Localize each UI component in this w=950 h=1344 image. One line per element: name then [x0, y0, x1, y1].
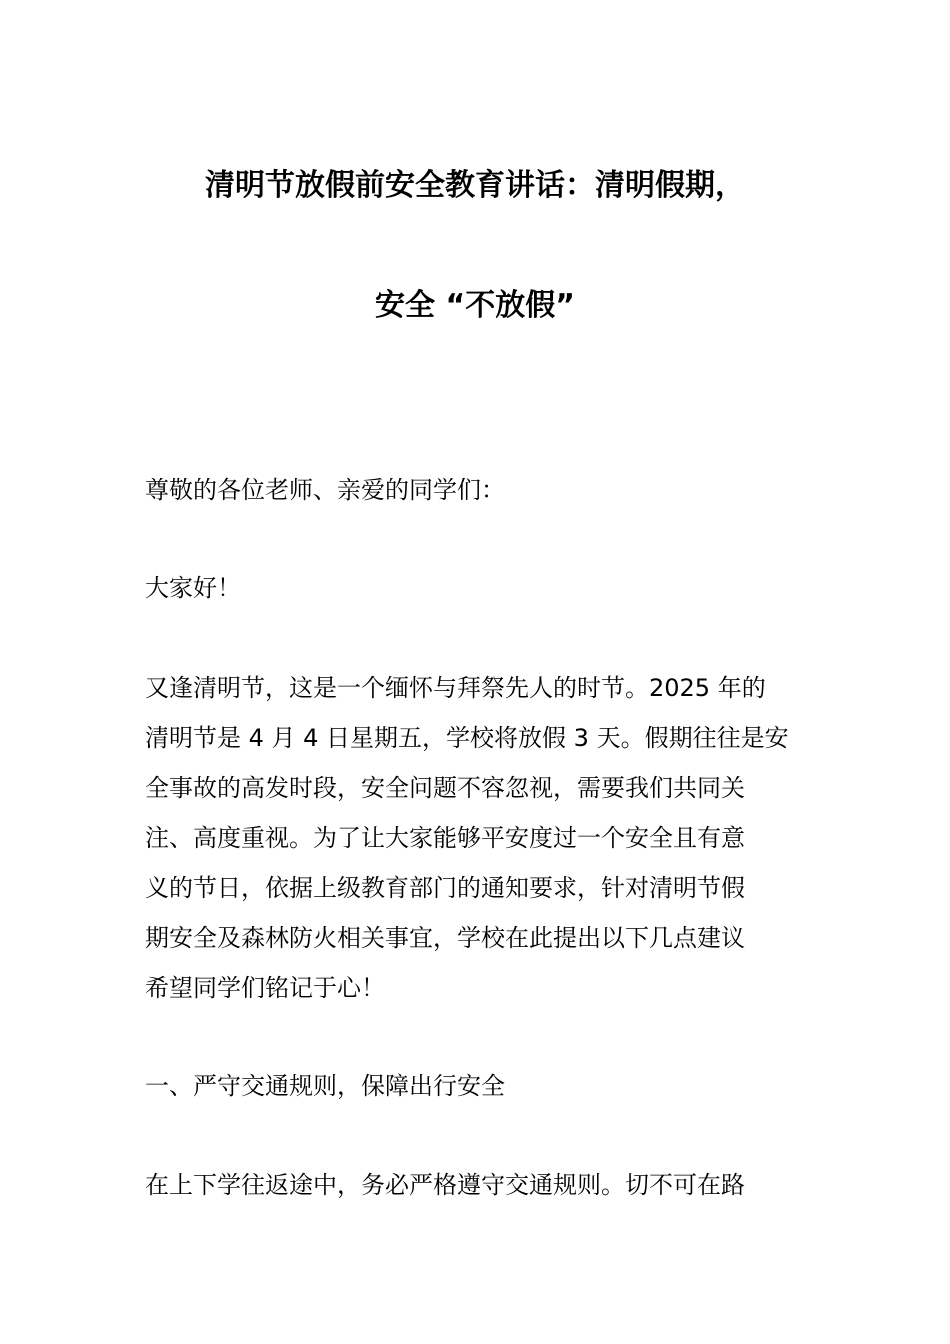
salutation: 尊敬的各位老师、亲爱的同学们：: [145, 476, 505, 504]
paragraph-line: 期安全及森林防火相关事宜，学校在此提出以下几点建议: [145, 924, 745, 952]
document-title-line-2: 安全 “不放假”: [375, 288, 575, 323]
section1-paragraph: [145, 1160, 810, 1210]
document-title-line-1: 清明节放假前安全教育讲话：清明假期，: [205, 168, 745, 203]
intro-paragraph: [145, 663, 810, 1013]
paragraph-line: 希望同学们铭记于心！: [145, 974, 385, 1002]
paragraph-line: 注、高度重视。为了让大家能够平安度过一个安全且有意: [145, 824, 745, 852]
section-heading: 一、严守交通规则，保障出行安全: [145, 1072, 505, 1100]
paragraph-line: 清明节是 4 月 4 日星期五，学校将放假 3 天。假期往往是安: [145, 724, 789, 752]
paragraph-line: 又逢清明节，这是一个缅怀与拜祭先人的时节。2025 年的: [145, 674, 766, 702]
paragraph-line: 全事故的高发时段，安全问题不容忽视，需要我们共同关: [145, 774, 745, 802]
paragraph-line: 在上下学往返途中，务必严格遵守交通规则。切不可在路: [145, 1171, 745, 1199]
greeting: 大家好！: [145, 574, 241, 602]
paragraph-line: 义的节日，依据上级教育部门的通知要求，针对清明节假: [145, 874, 745, 902]
